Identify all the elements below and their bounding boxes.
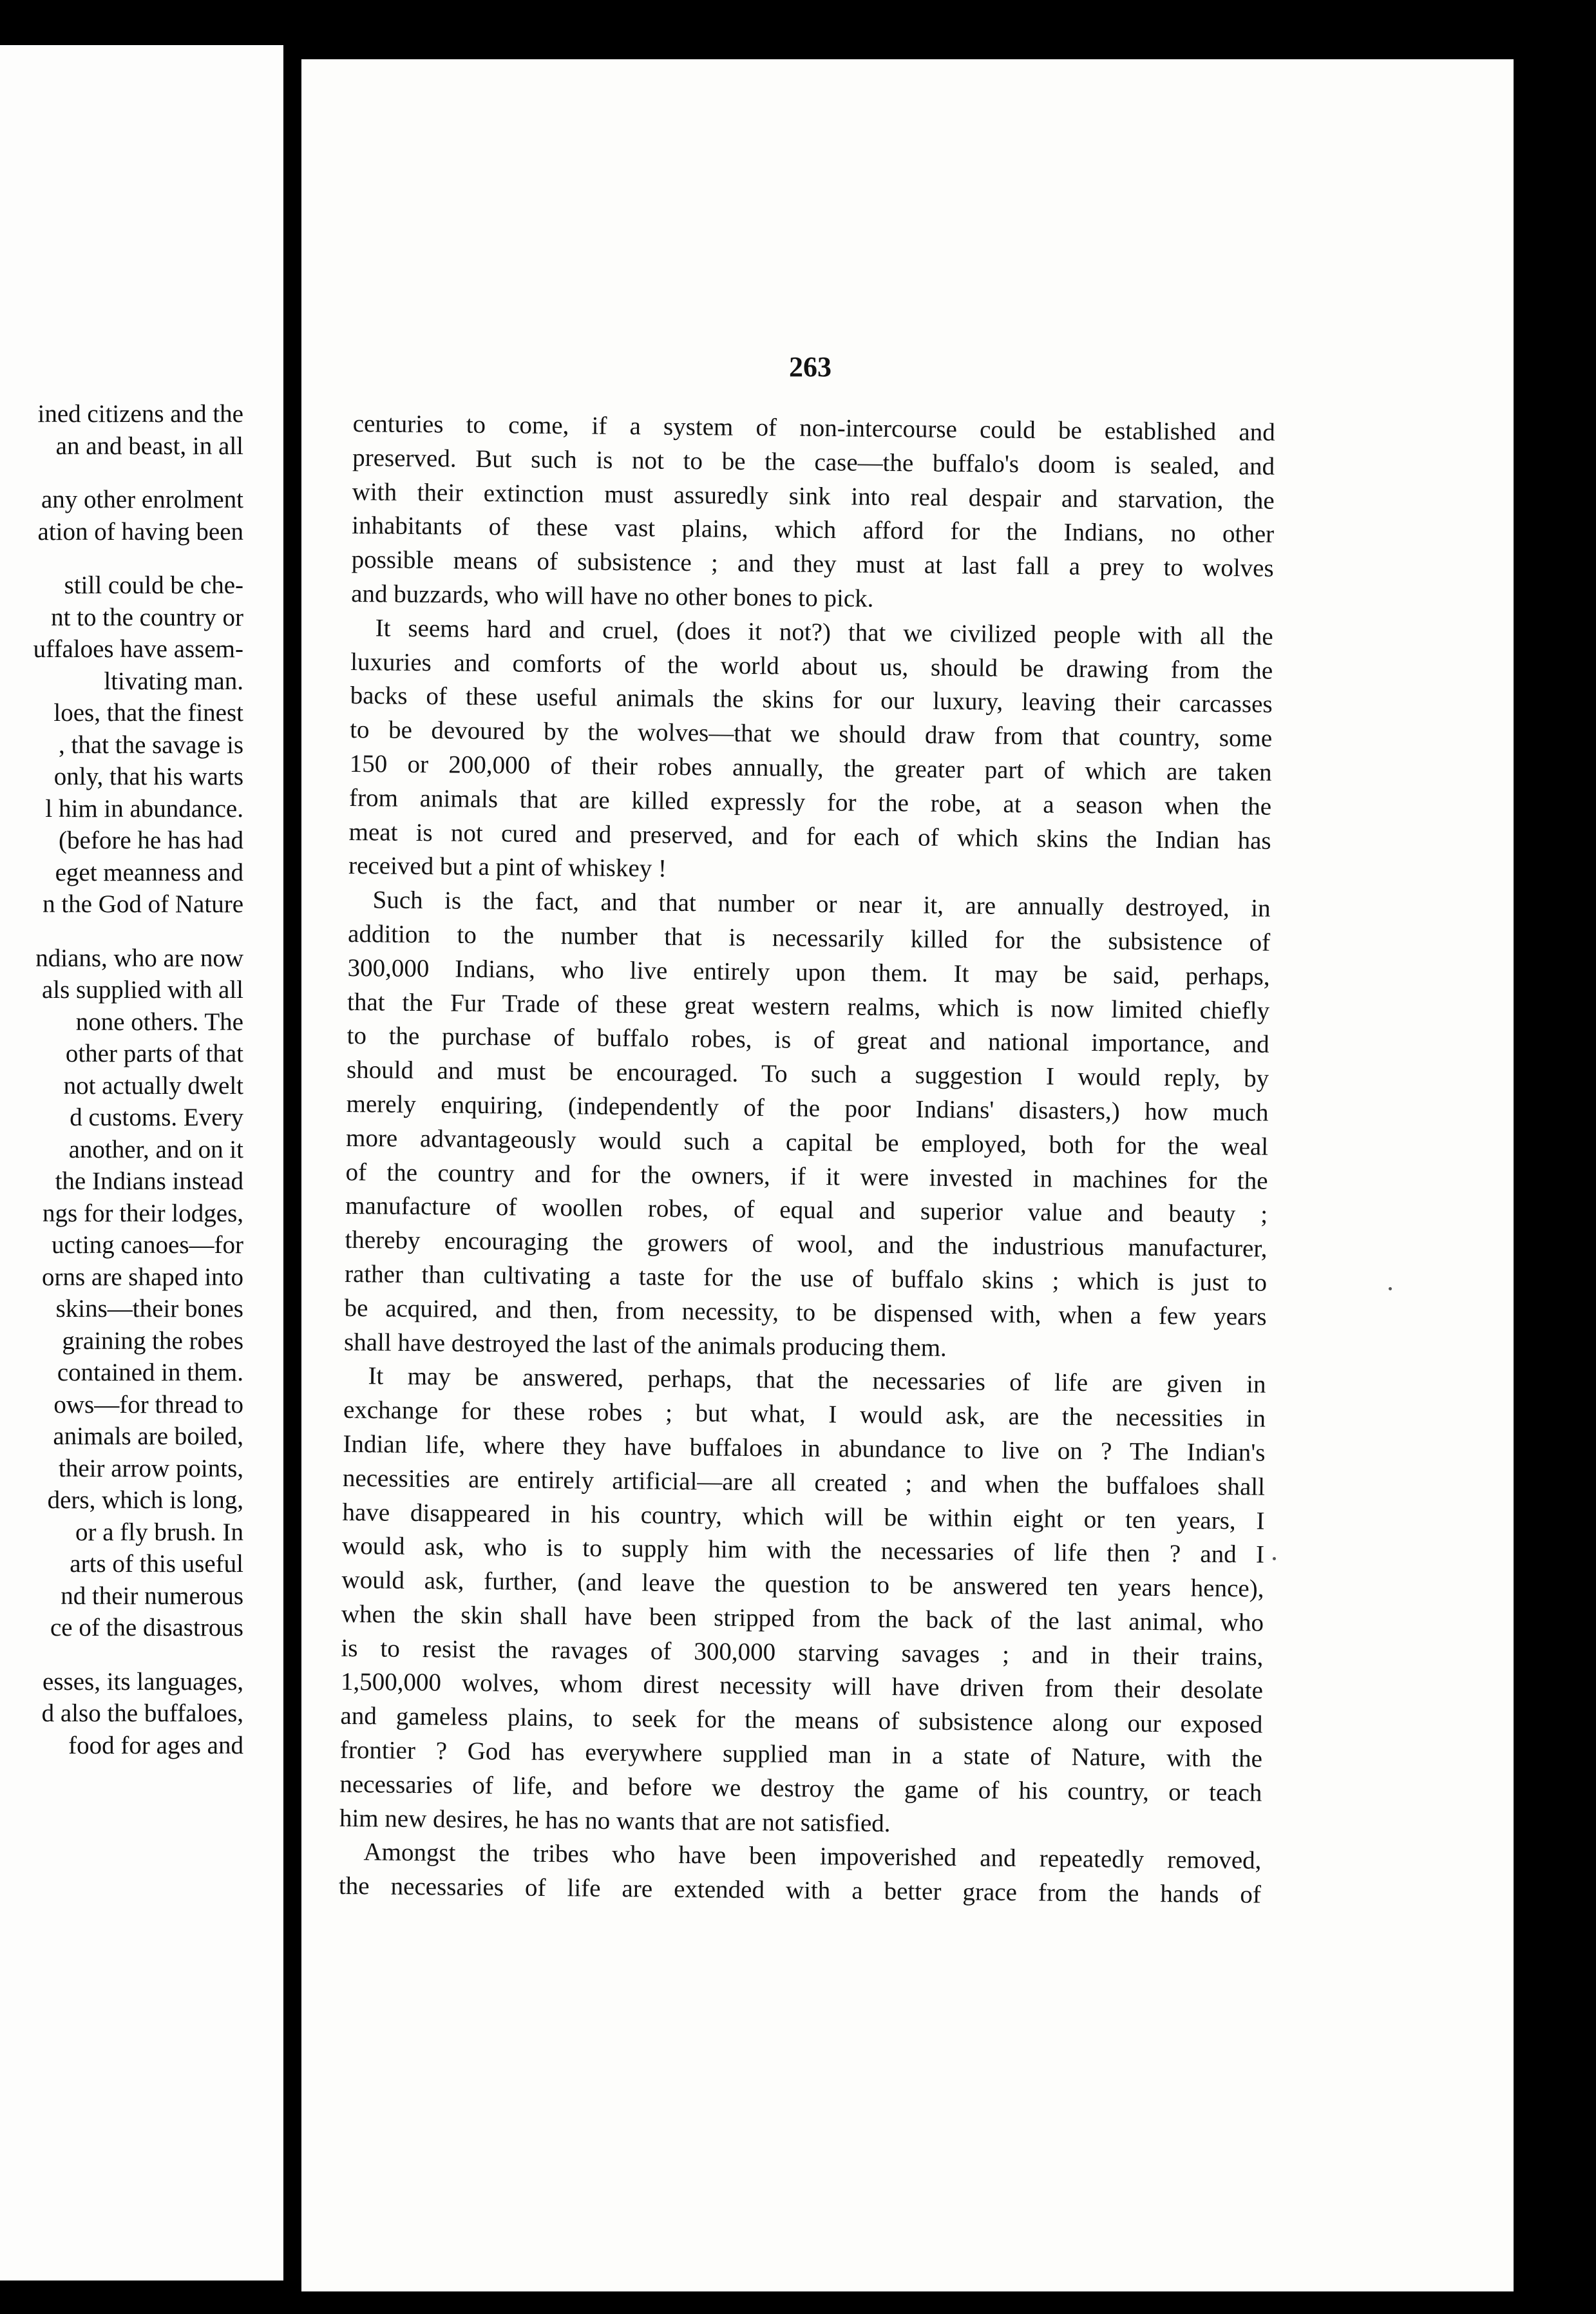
left-page-line	[33, 462, 243, 484]
page-number: 263	[789, 351, 831, 383]
text-line: exchange for these robes ; but what, I would ask, are the necessities in	[343, 1396, 1266, 1433]
left-page-line: contained in them.	[57, 1359, 243, 1386]
text-line: possible means of subsistence ; and they must at last fall a prey to wolves	[351, 546, 1274, 582]
left-page-line: uffaloes have assem-	[33, 635, 243, 663]
left-page-line: food for ages and	[68, 1731, 243, 1759]
left-page-line: , that the savage is	[59, 731, 243, 759]
text-line: Indian life, where they have buffaloes in abundance to live on ? The Indian's	[343, 1430, 1266, 1467]
left-page-line: ndians, who are now	[35, 944, 243, 972]
text-line: merely enquiring, (independently of the poor Indians' disasters,) how much	[346, 1089, 1269, 1127]
left-page-line	[33, 1644, 243, 1666]
text-line: when the skin shall have been stripped from the back of the last animal, who	[341, 1600, 1264, 1637]
text-line: rather than cultivating a taste for the use of buffalo skins ; which is just to	[344, 1259, 1268, 1297]
text-line: thereby encouraging the growers of wool, and the industrious manufacturer,	[345, 1226, 1268, 1263]
paragraph	[348, 611, 1273, 892]
text-line: Such is the fact, and that number or near it, are annually destroyed, in	[372, 886, 1271, 923]
left-page-line: animals are boiled,	[53, 1422, 243, 1450]
left-page-line: ows—for thread to	[53, 1390, 243, 1419]
left-page-line: not actually dwelt	[63, 1071, 243, 1100]
left-page-line: n the God of Nature	[43, 890, 243, 918]
paragraph	[351, 407, 1275, 620]
text-line: would ask, who is to supply him with the necessaries of life then ? and I	[341, 1532, 1265, 1569]
text-line: 300,000 Indians, who live entirely upon them. It may be said, perhaps,	[347, 953, 1270, 991]
left-page-line: none others. The	[75, 1008, 243, 1036]
text-line: him new desires, he has no wants that are not satisfied.	[339, 1804, 891, 1837]
text-line: received but a pint of whiskey !	[348, 852, 667, 883]
left-page-line: other parts of that	[65, 1040, 243, 1067]
left-page-line: nt to the country or	[51, 603, 243, 631]
left-page-line: loes, that the finest	[53, 699, 243, 727]
paragraph	[339, 1359, 1266, 1844]
left-page-line: still could be che-	[64, 571, 243, 599]
text-line: It seems hard and cruel, (does it not?) that we civilized people with all the	[375, 614, 1273, 651]
left-page-line: ation of having been	[37, 517, 243, 546]
right-background-edge	[1514, 39, 1596, 2293]
left-page-line: graining the robes	[62, 1326, 243, 1355]
left-page-line: l him in abundance.	[45, 794, 243, 823]
left-page-line: (before he has had	[59, 827, 243, 854]
text-line: addition to the number that is necessarily killed for the subsistence of	[347, 919, 1271, 957]
text-line: backs of these useful animals the skins for our luxury, leaving their carcasses	[350, 682, 1273, 719]
left-page-line: any other enrolment	[41, 486, 243, 513]
left-page-line: or a fly brush. In	[75, 1518, 243, 1546]
text-line: should and must be encouraged. To such a suggestion I would reply, by	[346, 1056, 1269, 1093]
text-line: to be devoured by the wolves—that we should draw from that country, some	[349, 716, 1273, 752]
left-page-line: their arrow points,	[58, 1454, 243, 1482]
left-page-line: ltivating man.	[104, 667, 243, 695]
left-facing-page	[0, 45, 283, 2281]
text-line: preserved. But such is not to be the case—the buffalo's doom is sealed, and	[352, 443, 1275, 481]
book-gutter	[283, 39, 301, 2293]
text-line: from animals that are killed expressly for the robe, at a season when the	[348, 783, 1272, 821]
text-line: be acquired, and then, from necessity, to be dispensed with, when a few years	[344, 1294, 1267, 1331]
text-line: with their extinction must assuredly sink into real despair and starvation, the	[352, 477, 1275, 515]
left-page-line: ngs for their lodges,	[43, 1199, 243, 1227]
text-line: luxuries and comforts of the world about us, should be drawing from the	[350, 647, 1273, 685]
paragraph	[339, 1835, 1262, 1912]
text-line: It may be answered, perhaps, that the necessaries of life are given in	[368, 1362, 1266, 1399]
left-page-line: an and beast, in all	[55, 432, 243, 460]
text-line: to the purchase of buffalo robes, is of great and national importance, and	[347, 1022, 1269, 1059]
page-body-text	[339, 407, 1275, 1913]
left-page-line: ined citizens and the	[37, 400, 243, 428]
text-line: meat is not cured and preserved, and for each of which skins the Indian has	[348, 818, 1271, 855]
text-line: of the country and for the owners, if it were invested in machines for the	[345, 1158, 1268, 1195]
text-line: 1,500,000 wolves, whom direst necessity will have driven from their desolate	[340, 1668, 1264, 1705]
text-line: and gameless plains, to seek for the means of subsistence along our exposed	[340, 1702, 1263, 1739]
ink-speck	[1273, 1557, 1276, 1560]
text-line: necessaries of life, and before we destroy the game of his country, or teach	[339, 1770, 1262, 1807]
left-page-line: d customs. Every	[70, 1104, 243, 1131]
text-line: and buzzards, who will have no other bones to pick.	[351, 579, 874, 613]
text-line: manufacture of woollen robes, of equal and superior value and beauty ;	[345, 1192, 1268, 1229]
left-page-line: only, that his warts	[53, 763, 243, 790]
text-line: 150 or 200,000 of their robes annually, the greater part of which are taken	[349, 749, 1272, 787]
left-page-line: orns are shaped into	[42, 1263, 243, 1291]
text-line: frontier ? God has everywhere supplied man in a state of Nature, with the	[339, 1736, 1263, 1773]
text-line: inhabitants of these vast plains, which afford for the Indians, no other	[352, 512, 1275, 549]
text-line: shall have destroyed the last of the animals producing them.	[343, 1328, 947, 1362]
left-page-line: the Indians instead	[55, 1167, 243, 1195]
left-page-line: ders, which is long,	[47, 1486, 243, 1514]
left-page-line: skins—their bones	[55, 1295, 243, 1323]
text-line: is to resist the ravages of 300,000 starving savages ; and in their trains,	[341, 1634, 1264, 1671]
left-page-line: ce of the disastrous	[50, 1614, 243, 1641]
text-line: the necessaries of life are extended with a better grace from the hands of	[338, 1872, 1262, 1909]
text-line: necessities are entirely artificial—are all created ; and when the buffaloes shall	[342, 1464, 1266, 1501]
left-page-text	[33, 398, 243, 1761]
text-line: that the Fur Trade of these great western realms, which is now limited chiefly	[347, 988, 1270, 1025]
ink-speck	[1389, 1287, 1392, 1290]
text-line: Amongst the tribes who have been impoverished and repeatedly removed,	[363, 1838, 1262, 1875]
text-line: would ask, further, (and leave the question to be answered ten years hence),	[341, 1566, 1264, 1603]
paragraph	[344, 883, 1271, 1368]
left-page-line: another, and on it	[68, 1135, 243, 1163]
left-page-line: eget meanness and	[55, 858, 243, 886]
text-line: have disappeared in his country, which will be within eight or ten years, I	[342, 1498, 1265, 1535]
left-page-line	[33, 548, 243, 569]
text-line: more advantageously would such a capital be employed, both for the weal	[345, 1124, 1269, 1161]
left-page-line: d also the buffaloes,	[41, 1699, 243, 1727]
left-page-line: esses, its languages,	[43, 1667, 243, 1696]
left-page-line	[33, 921, 243, 942]
left-page-line: nd their numerous	[61, 1582, 243, 1610]
main-page	[301, 59, 1526, 2291]
left-page-line: arts of this useful	[70, 1550, 243, 1578]
left-page-line: als supplied with all	[41, 976, 243, 1004]
text-line: centuries to come, if a system of non-intercourse could be established and	[352, 409, 1275, 446]
left-page-line: ucting canoes—for	[52, 1231, 243, 1259]
